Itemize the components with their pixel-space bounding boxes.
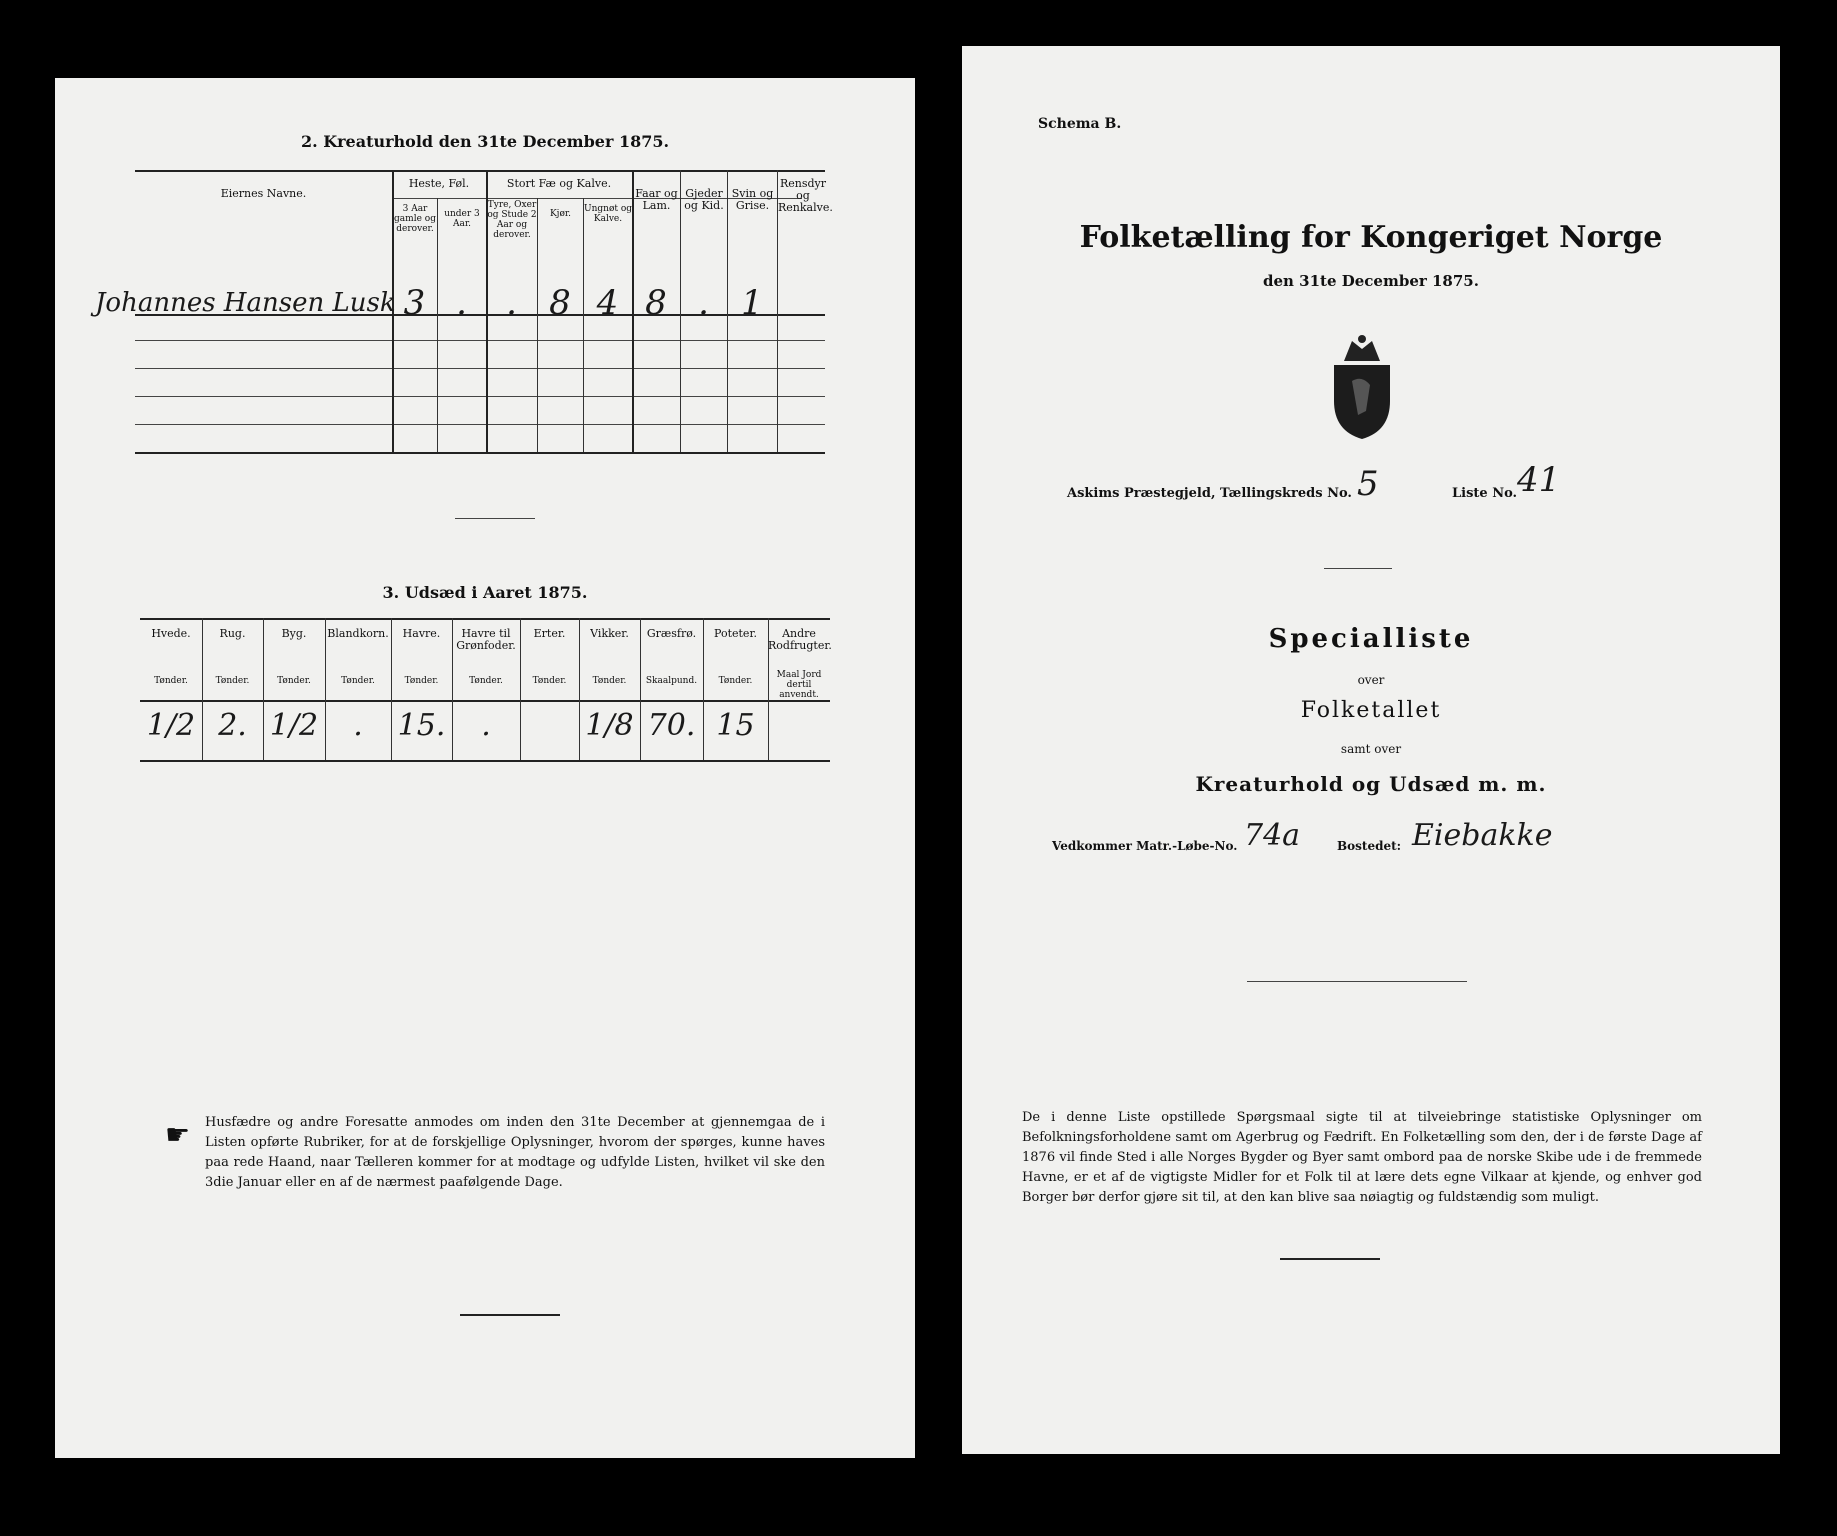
divider (455, 518, 535, 519)
right-page (962, 46, 1780, 1454)
prestegjeld-label: Askims Præstegjeld, Tællingskreds No. (1067, 486, 1352, 501)
owner-name: Johannes Hansen Lusk (95, 288, 396, 318)
section3-unit: Skaalpund. (645, 676, 698, 686)
liste-no: 41 (1517, 460, 1561, 500)
pigs-value: 1 (741, 283, 763, 323)
section3-value: . (353, 708, 363, 743)
divider (460, 1314, 560, 1316)
col-reindeer: Rensdyr og Renkalve. (778, 177, 833, 214)
matr-no: 74a (1244, 818, 1301, 853)
notice-text: Husfædre og andre Foresatte anmodes om inden den 31te December at gjennemgaa de i Listen opførte Rubriker, for at de forskjellige Oplysninger, hvorom der spørges, kunne haves paa rede Haand, naar Tælleren kommer for at modtage og udfylde Listen, hvilket vil ske den 3die Januar eller en af de nærmest paafølgende Dage. (205, 1115, 825, 1190)
section3-value: . (481, 708, 491, 743)
divider (1247, 981, 1467, 982)
kreds-no: 5 (1357, 464, 1379, 504)
section3-value: 15 (716, 708, 755, 743)
section3-value: 15. (397, 708, 446, 743)
coat-of-arms-icon (1322, 331, 1402, 441)
over-1: over (1357, 673, 1385, 687)
section3-unit: Tønder. (215, 676, 250, 686)
section3-title: 3. Udsæd i Aaret 1875. (382, 583, 588, 602)
special-heading: Specialliste (1268, 624, 1474, 654)
col-pigs: Svin og Grise. (731, 187, 774, 212)
bosted-value: Eiebakke (1412, 818, 1553, 853)
table-rule (135, 396, 825, 397)
cows-value: 8 (549, 283, 571, 323)
section3-header: Græsfrø. (646, 627, 697, 640)
section3-header: Havre. (402, 627, 441, 640)
col-goats: Gjeder og Kid. (684, 187, 724, 212)
page-date: den 31te December 1875. (1263, 272, 1479, 290)
table-border (135, 170, 825, 172)
table-rule (135, 368, 825, 369)
section3-header: Byg. (281, 627, 307, 640)
col-bulls: Tyre, Oxer og Stude 2 Aar og derover. (487, 200, 537, 240)
col-horses-3plus: 3 Aar gamle og derover. (394, 204, 436, 234)
table-rule (135, 424, 825, 425)
group-horses: Heste, Føl. (408, 177, 470, 190)
section3-unit: Tønder. (469, 676, 503, 686)
info-paragraph: De i denne Liste opstillede Spørgsmaal sigte til at tilveiebringe statistiske Oplysninger om Befolkningsforholdene samt om Agerbrug og Fædrift. En Folketælling som den, der i de første Dage af 1876 vil finde Sted i alle Norges Bygder og Byer samt ombord paa de norske Skibe ude i de fremmede Havne, er et af de vigtigste Midler for et Folk til at lære dets egne Vilkaar at kjende, og enhver god Borger bør derfor gjøre sit til, at den kan blive saa nøiagtig og fuldstændig som muligt. (1022, 1110, 1702, 1205)
section3-header: Andre Rodfrugter. (768, 627, 832, 652)
section3-header: Blandkorn. (327, 627, 389, 640)
col-horses-under3: under 3 Aar. (444, 209, 480, 229)
section3-unit: Maal Jord dertil anvendt. (776, 670, 822, 700)
section3-unit: Tønder. (404, 676, 439, 686)
horses-3plus-value: 3 (403, 283, 426, 323)
kreatur-heading: Kreaturhold og Udsæd m. m. (1195, 772, 1547, 796)
schema-label: Schema B. (1038, 116, 1122, 132)
section3-unit: Tønder. (718, 676, 753, 686)
col-sheep: Faar og Lam. (635, 187, 678, 212)
goats-value: . (698, 283, 709, 323)
section3-unit: Tønder. (154, 676, 188, 686)
section3-header: Poteter. (714, 627, 757, 640)
section3-header: Rug. (219, 627, 246, 640)
section3-unit: Tønder. (341, 676, 375, 686)
section3-value: 2. (218, 708, 247, 743)
section3-value: 1/2 (146, 708, 196, 743)
young-value: 4 (596, 283, 619, 323)
sheep-value: 8 (645, 283, 667, 323)
col-cows: Kjør. (549, 209, 572, 219)
section3-value: 70. (647, 708, 696, 743)
section3-header: Vikker. (590, 627, 629, 640)
section2-title: 2. Kreaturhold den 31te December 1875. (300, 132, 670, 151)
section3-header: Erter. (533, 627, 566, 640)
table-rule (135, 340, 825, 341)
liste-label: Liste No. (1452, 486, 1518, 501)
section3-unit: Tønder. (532, 676, 567, 686)
section3-unit: Tønder. (592, 676, 627, 686)
folketallet: Folketallet (1300, 698, 1442, 723)
section3-value: 1/8 (585, 708, 634, 743)
section3-value: 1/2 (269, 708, 319, 743)
horses-under3-value: . (456, 283, 467, 323)
section3-unit: Tønder. (277, 676, 311, 686)
divider (1280, 1258, 1380, 1260)
matr-label: Vedkommer Matr.-Løbe-No. (1052, 839, 1238, 853)
group-cattle: Stort Fæ og Kalve. (506, 177, 612, 190)
page-title: Folketælling for Kongeriget Norge (1079, 220, 1663, 255)
samt-over: samt over (1340, 742, 1402, 756)
pointing-hand-icon: ☛ (165, 1118, 191, 1151)
bulls-value: . (506, 283, 517, 323)
section3-header: Hvede. (151, 627, 191, 640)
col-owner: Eiernes Navne. (220, 187, 307, 200)
divider (1324, 568, 1392, 569)
bosted-label: Bostedet: (1337, 839, 1402, 853)
left-page (55, 78, 915, 1458)
col-young: Ungnøt og Kalve. (584, 204, 633, 224)
table-border (135, 452, 825, 454)
section3-header: Havre til Grønfoder. (456, 627, 516, 652)
